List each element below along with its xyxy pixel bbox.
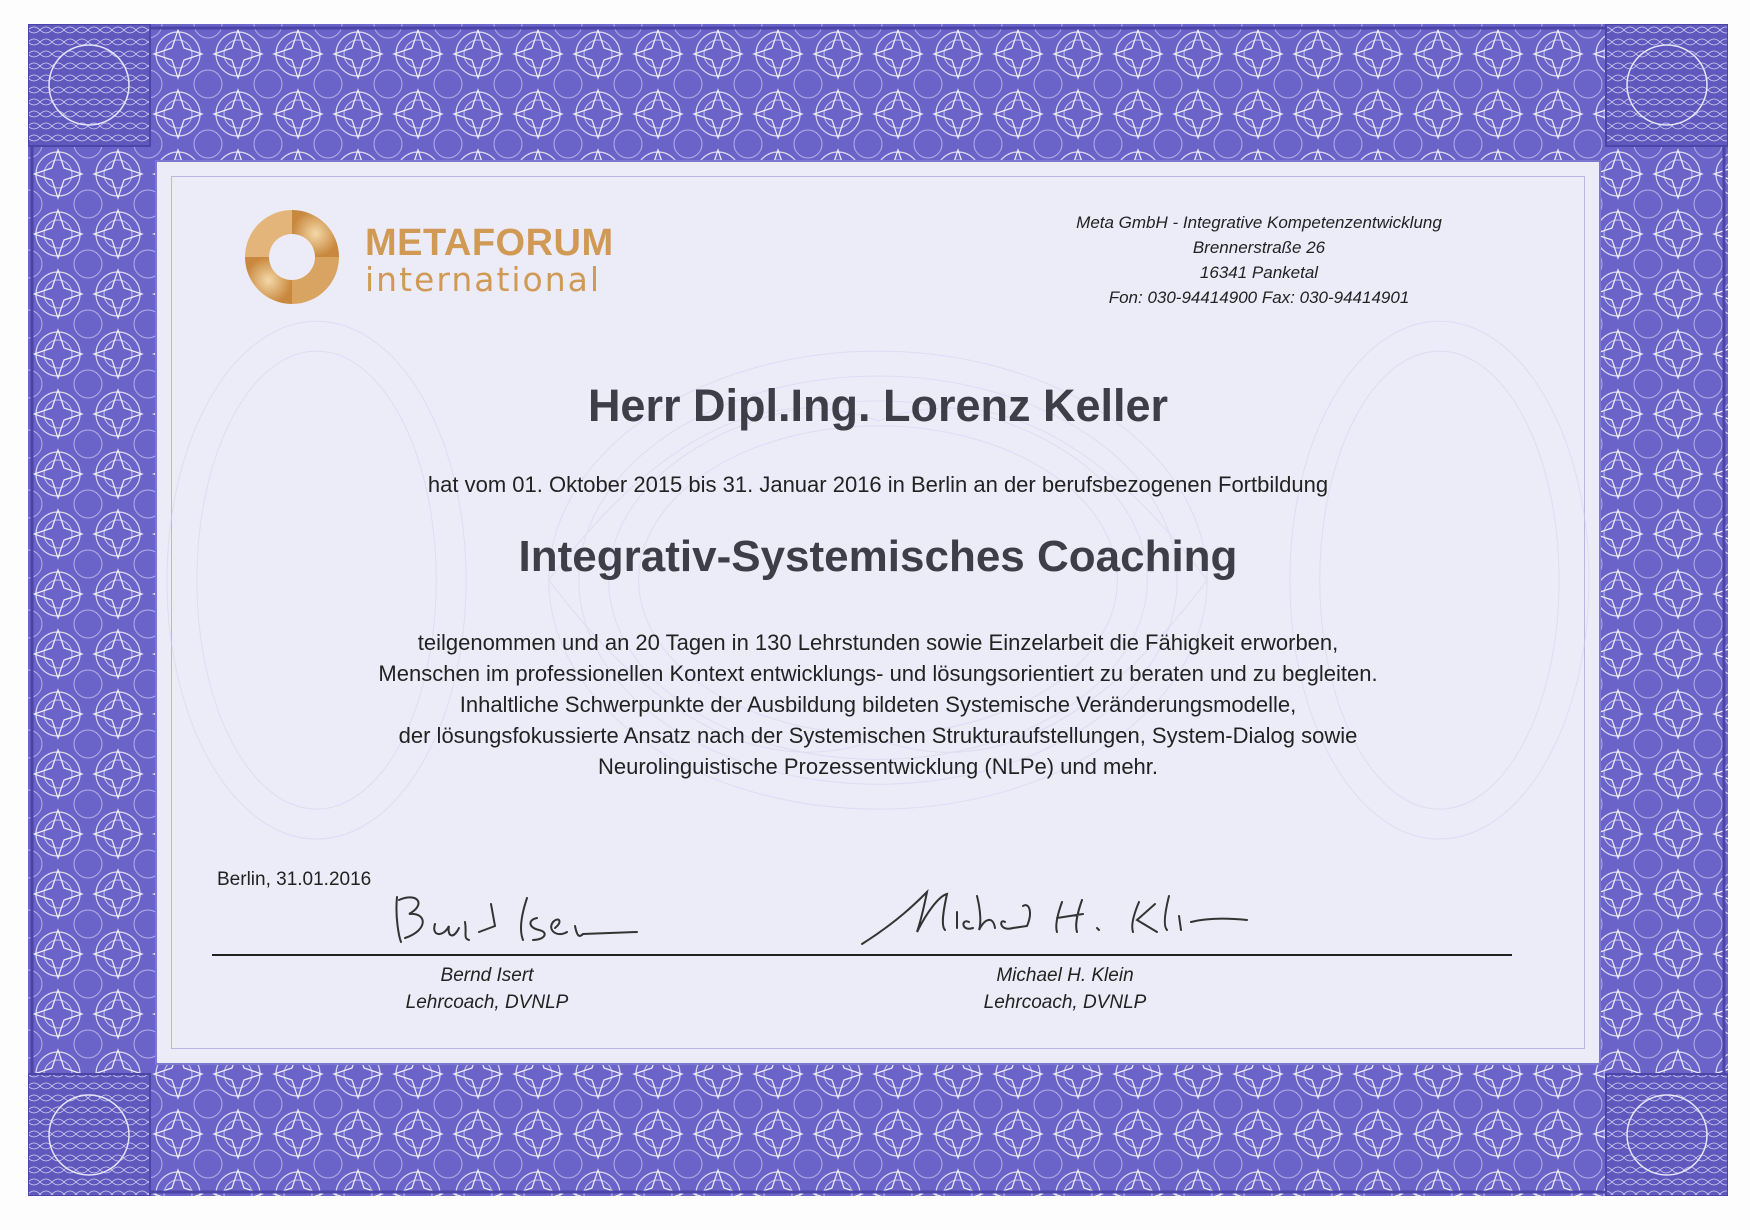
signatory-bernd-isert	[337, 962, 637, 1016]
certificate-panel	[155, 160, 1601, 1065]
corner-ornament-bottom-left	[28, 1074, 150, 1196]
logo-emblem-icon	[237, 202, 347, 312]
signature-line	[212, 954, 1512, 956]
signatory-name: Bernd Isert	[440, 965, 534, 986]
signatory-role: Lehrcoach, DVNLP	[983, 992, 1147, 1013]
signature-bernd-isert	[387, 882, 647, 952]
intro-text: hat vom 01. Oktober 2015 bis 31. Januar 2016 in Berlin an der berufsbezogenen Fortbildung	[427, 472, 1329, 497]
logo-title: METAFORUM	[365, 222, 614, 264]
body-line: Inhaltliche Schwerpunkte der Ausbildung bildeten Systemische Veränderungsmodelle,	[459, 692, 1297, 717]
recipient-name: Herr Dipl.Ing. Lorenz Keller	[587, 380, 1169, 431]
address-line: Meta GmbH - Integrative Kompetenzentwicklung	[1076, 213, 1442, 232]
corner-ornament-top-right	[1606, 24, 1728, 146]
corner-ornament-top-left	[28, 24, 150, 146]
address-line: Brennerstraße 26	[1192, 238, 1326, 257]
corner-ornament-bottom-right	[1606, 1074, 1728, 1196]
company-address	[1029, 210, 1489, 310]
logo-subtitle: international	[365, 260, 602, 299]
metaforum-logo	[237, 202, 657, 322]
address-line: Fon: 030-94414900 Fax: 030-94414901	[1108, 288, 1410, 307]
address-line: 16341 Panketal	[1199, 263, 1319, 282]
body-line: Neurolinguistische Prozessentwicklung (NLPe) und mehr.	[597, 754, 1159, 779]
place-date: Berlin, 31.01.2016	[217, 869, 372, 890]
body-line: teilgenommen und an 20 Tagen in 130 Lehrstunden sowie Einzelarbeit die Fähigkeit erworben,	[417, 630, 1339, 655]
signatory-role: Lehrcoach, DVNLP	[405, 992, 569, 1013]
body-line: Menschen im professionellen Kontext entwicklungs- und lösungsorientiert zu beraten und zu begleiten.	[378, 661, 1378, 686]
signature-michael-klein	[857, 882, 1257, 952]
signatory-name: Michael H. Klein	[996, 965, 1134, 986]
signatory-michael-klein	[915, 962, 1215, 1016]
certificate-body	[157, 627, 1599, 782]
body-line: der lösungsfokussierte Ansatz nach der Systemischen Strukturaufstellungen, System-Dialog sowie	[398, 723, 1358, 748]
course-title: Integrativ-Systemisches Coaching	[518, 532, 1238, 581]
